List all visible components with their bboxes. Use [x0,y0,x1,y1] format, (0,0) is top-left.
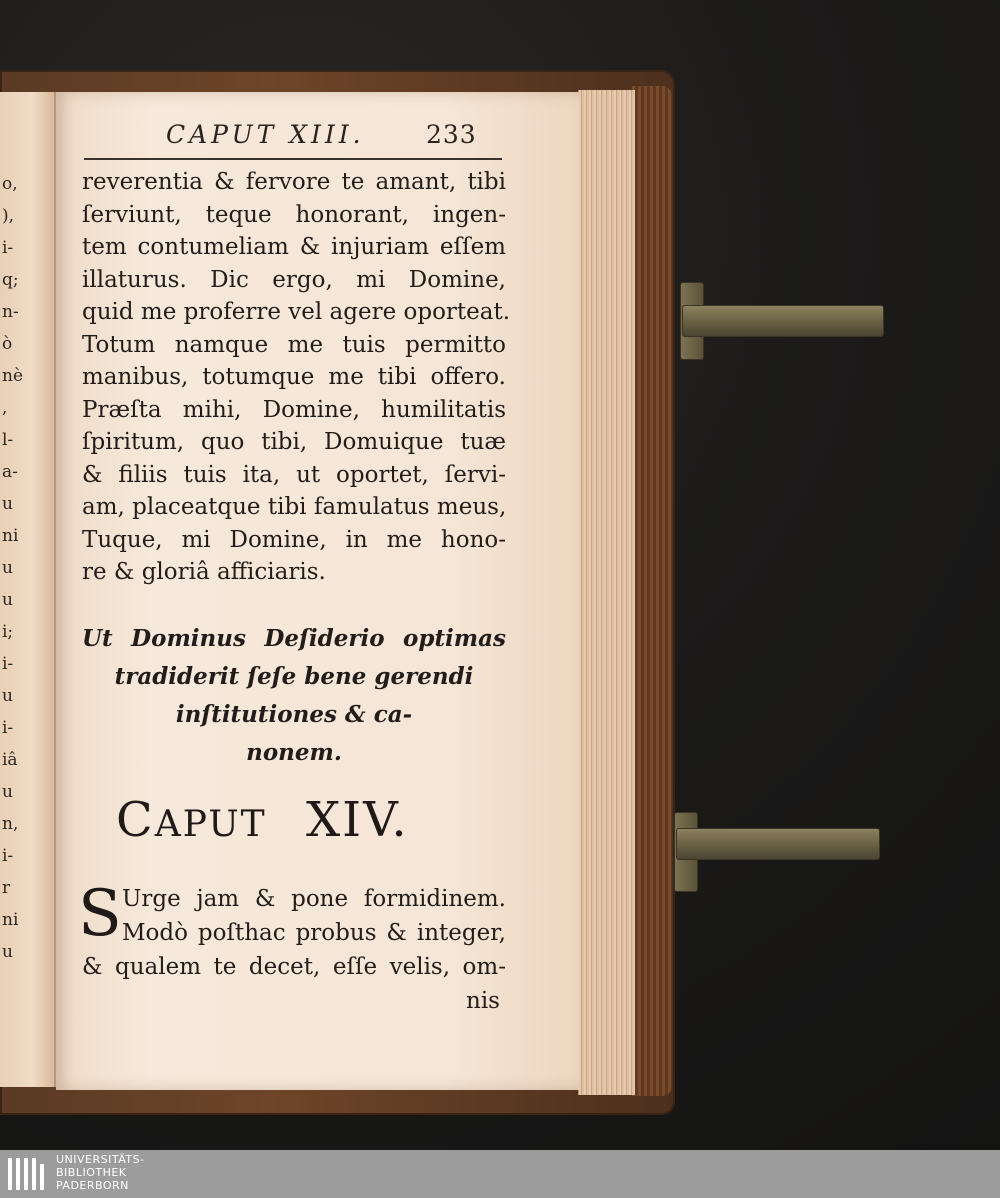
text-line: quid me proferre vel agere oporteat. [82,299,511,325]
summary-line: inſtitutiones & ca- [175,701,413,728]
left-fragment: q; [2,270,19,290]
text-line: am, placeatque tibi famulatus meus, [82,494,507,520]
chapter-small-caps: APUT [154,804,267,845]
book-binding-edge [632,86,672,1096]
left-fragment: ), [2,206,15,226]
catchword: nis [466,988,500,1014]
left-fragment: l- [2,430,14,450]
footer-bar [0,1150,1000,1198]
left-fragment: i- [2,718,14,738]
left-fragment: , [2,398,8,418]
opening-paragraph [82,882,506,1018]
summary-line: Ut Dominus Deſiderio optimas [82,625,506,652]
text-line: ſerviunt, teque honorant, ingen- [82,201,506,228]
left-fragment: iâ [2,750,18,770]
text-line: tem contumeliam & injuriam eſſem [82,234,506,260]
left-fragment: u [2,558,13,578]
lower-clasp [676,828,880,860]
header-rule [84,158,502,160]
running-header [166,120,566,156]
chapter-numeral: XIV. [305,792,409,848]
text-line: ſpiritum, quo tibi, Domuique tuæ [82,429,506,455]
summary-line: tradiderit ſeſe bene gerendi [114,663,474,690]
left-fragment: n- [2,302,19,322]
left-fragment: i- [2,238,14,258]
right-page [56,92,580,1090]
left-fragment: i- [2,846,14,866]
left-fragment: u [2,942,13,962]
chapter-cap: C [116,792,155,848]
left-fragment: ò [2,334,13,354]
text-line: illaturus. Dic ergo, mi Domine, [82,266,506,293]
left-fragment: nè [2,366,24,386]
left-fragment: a- [2,462,18,482]
library-line: BIBLIOTHEK [56,1166,127,1179]
text-line: & qualem te decet, eſſe velis, om- [82,954,506,980]
left-fragment: r [2,878,11,898]
text-line: Præſta mihi, Domine, humilitatis [82,396,506,423]
page-block-edges [578,90,635,1095]
library-line: UNIVERSITÄTS- [56,1153,145,1166]
text-line: re & gloriâ afficiaris. [82,559,326,585]
left-fragment: u [2,686,13,706]
left-fragment: u [2,494,13,514]
left-fragment: u [2,590,13,610]
summary-line: nonem. [246,739,342,766]
chapter-summary [82,620,506,772]
left-fragment: ni [2,910,19,930]
text-line: Urge jam & pone formidinem. [122,886,506,912]
left-fragment: n, [2,814,19,834]
text-line: reverentia & fervore te amant, tibi [82,169,506,195]
upper-clasp [682,305,884,337]
body-paragraph [82,166,511,589]
text-line: Modò poſthac probus & integer, [122,920,506,946]
left-fragment: ni [2,526,19,546]
left-fragment: o, [2,174,18,194]
left-fragment: i- [2,654,14,674]
text-line: Totum namque me tuis permitto [82,331,506,358]
chapter-heading [116,792,476,852]
left-page-sliver [0,92,56,1087]
text-line: manibus, totumque me tibi offero. [82,364,506,390]
left-fragment: i; [2,622,14,642]
library-logo-icon [6,1154,46,1194]
library-name [56,1153,145,1192]
left-fragment: u [2,782,13,802]
text-line: & filiis tuis ita, ut oportet, ſervi- [82,461,506,488]
library-line: PADERBORN [56,1179,129,1192]
running-title: CAPUT XIII. [166,120,365,149]
page-number: 233 [426,120,477,149]
drop-cap: S [78,877,122,951]
text-line: Tuque, mi Domine, in me hono- [82,526,506,553]
